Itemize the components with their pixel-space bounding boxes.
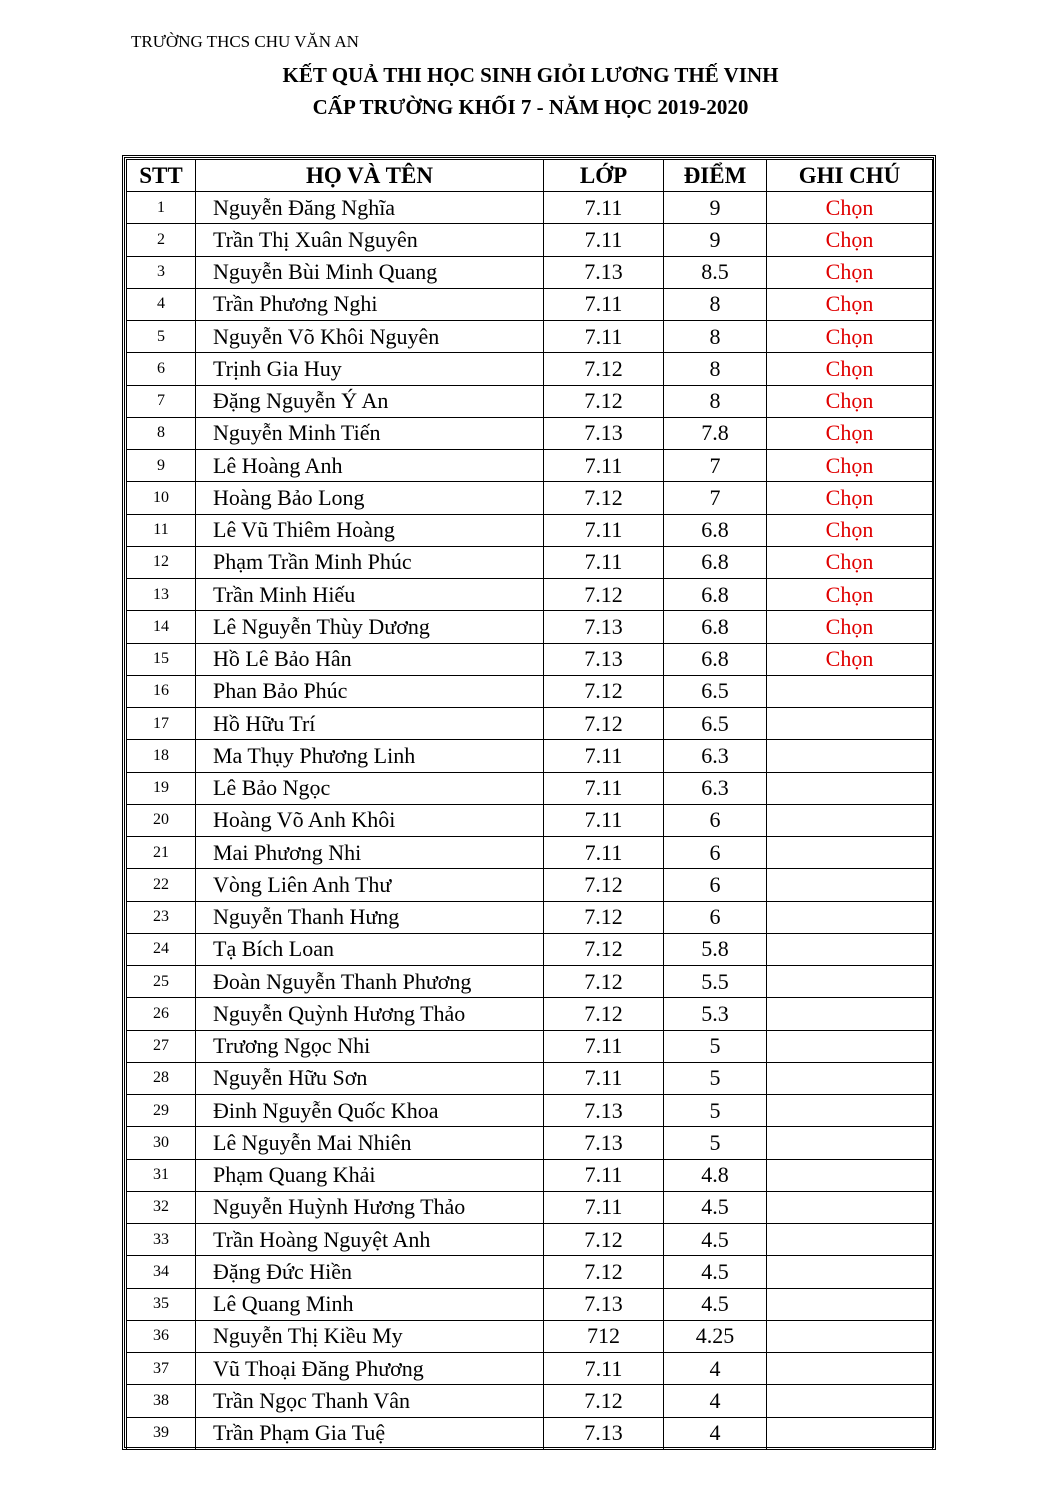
row-stt: 15 — [127, 643, 196, 675]
table-row — [127, 966, 933, 998]
row-name: Trịnh Gia Huy — [196, 353, 544, 385]
table-row — [127, 1385, 933, 1417]
row-stt: 20 — [127, 804, 196, 836]
row-name: Nguyễn Võ Khôi Nguyên — [196, 321, 544, 353]
school-name: TRƯỜNG THCS CHU VĂN AN — [131, 32, 359, 51]
row-name: Trần Minh Hiếu — [196, 579, 544, 611]
table-row — [127, 869, 933, 901]
row-score: 7 — [664, 450, 767, 482]
table-row — [127, 1288, 933, 1320]
row-note: Chọn — [767, 288, 933, 320]
row-stt: 13 — [127, 579, 196, 611]
header-name: HỌ VÀ TÊN — [196, 160, 544, 192]
row-score: 6 — [664, 804, 767, 836]
row-score: 6.5 — [664, 708, 767, 740]
row-class: 7.11 — [544, 450, 664, 482]
row-score: 4.5 — [664, 1191, 767, 1223]
table-row — [127, 675, 933, 707]
row-stt: 37 — [127, 1353, 196, 1385]
row-note — [767, 869, 933, 901]
table-row — [127, 579, 933, 611]
row-name: Phạm Trần Minh Phúc — [196, 546, 544, 578]
table-row — [127, 546, 933, 578]
row-stt: 17 — [127, 708, 196, 740]
table-row — [127, 1095, 933, 1127]
row-class: 7.11 — [544, 740, 664, 772]
row-stt: 12 — [127, 546, 196, 578]
row-class: 7.13 — [544, 1288, 664, 1320]
row-name: Trương Ngọc Nhi — [196, 1030, 544, 1062]
header-stt: STT — [127, 160, 196, 192]
table-row — [127, 1159, 933, 1191]
row-stt: 9 — [127, 450, 196, 482]
row-note: Chọn — [767, 450, 933, 482]
table-row — [127, 514, 933, 546]
row-name: Trần Hoàng Nguyệt Anh — [196, 1224, 544, 1256]
row-score: 4 — [664, 1417, 767, 1449]
row-score: 6.3 — [664, 772, 767, 804]
row-class: 7.11 — [544, 804, 664, 836]
row-stt: 25 — [127, 966, 196, 998]
row-stt: 22 — [127, 869, 196, 901]
row-score: 4 — [664, 1385, 767, 1417]
row-note: Chọn — [767, 643, 933, 675]
table-row — [127, 1127, 933, 1159]
row-score: 9 — [664, 192, 767, 224]
row-class: 7.11 — [544, 546, 664, 578]
row-stt: 10 — [127, 482, 196, 514]
row-score: 8 — [664, 385, 767, 417]
row-class: 7.12 — [544, 901, 664, 933]
row-class: 7.11 — [544, 1062, 664, 1094]
row-score: 6.5 — [664, 675, 767, 707]
row-score: 4.25 — [664, 1320, 767, 1352]
row-score: 7.8 — [664, 417, 767, 449]
row-stt: 38 — [127, 1385, 196, 1417]
row-name: Đặng Nguyễn Ý An — [196, 385, 544, 417]
table-row — [127, 1224, 933, 1256]
table-row — [127, 1353, 933, 1385]
row-name: Nguyễn Thị Kiều My — [196, 1320, 544, 1352]
row-stt: 29 — [127, 1095, 196, 1127]
row-stt: 18 — [127, 740, 196, 772]
row-name: Vũ Thoại Đăng Phương — [196, 1353, 544, 1385]
table-row — [127, 417, 933, 449]
row-name: Lê Bảo Ngọc — [196, 772, 544, 804]
row-note — [767, 708, 933, 740]
row-name: Lê Hoàng Anh — [196, 450, 544, 482]
row-stt: 24 — [127, 933, 196, 965]
row-stt: 7 — [127, 385, 196, 417]
row-stt: 21 — [127, 837, 196, 869]
row-note — [767, 1159, 933, 1191]
row-name: Trần Phương Nghi — [196, 288, 544, 320]
row-class: 7.12 — [544, 1256, 664, 1288]
row-stt: 35 — [127, 1288, 196, 1320]
row-name: Đặng Đức Hiền — [196, 1256, 544, 1288]
row-note — [767, 1030, 933, 1062]
row-name: Vòng Liên Anh Thư — [196, 869, 544, 901]
row-class: 7.11 — [544, 772, 664, 804]
row-note — [767, 837, 933, 869]
row-score: 6 — [664, 837, 767, 869]
row-score: 6.8 — [664, 579, 767, 611]
row-stt: 19 — [127, 772, 196, 804]
row-note — [767, 1127, 933, 1159]
table-row — [127, 353, 933, 385]
row-score: 5 — [664, 1095, 767, 1127]
row-score: 5.8 — [664, 933, 767, 965]
row-note: Chọn — [767, 256, 933, 288]
row-name: Nguyễn Quỳnh Hương Thảo — [196, 998, 544, 1030]
row-class: 7.13 — [544, 611, 664, 643]
row-score: 5 — [664, 1030, 767, 1062]
row-score: 8 — [664, 353, 767, 385]
row-class: 7.12 — [544, 579, 664, 611]
row-stt: 5 — [127, 321, 196, 353]
row-class: 7.13 — [544, 1127, 664, 1159]
row-note — [767, 1288, 933, 1320]
row-class: 7.11 — [544, 1353, 664, 1385]
row-name: Đoàn Nguyễn Thanh Phương — [196, 966, 544, 998]
row-note: Chọn — [767, 482, 933, 514]
row-name: Nguyễn Huỳnh Hương Thảo — [196, 1191, 544, 1223]
table-row — [127, 772, 933, 804]
row-stt: 4 — [127, 288, 196, 320]
row-stt: 26 — [127, 998, 196, 1030]
row-class: 7.13 — [544, 256, 664, 288]
table-row — [127, 804, 933, 836]
row-score: 6.3 — [664, 740, 767, 772]
row-score: 6 — [664, 901, 767, 933]
row-class: 7.12 — [544, 998, 664, 1030]
row-score: 6.8 — [664, 611, 767, 643]
table-row — [127, 1030, 933, 1062]
page-subtitle: CẤP TRƯỜNG KHỐI 7 - NĂM HỌC 2019-2020 — [312, 95, 749, 119]
row-class: 7.12 — [544, 869, 664, 901]
header-score: ĐIỂM — [664, 160, 767, 192]
table-row — [127, 933, 933, 965]
row-class: 7.11 — [544, 1191, 664, 1223]
table-row — [127, 482, 933, 514]
table-row — [127, 998, 933, 1030]
row-class: 712 — [544, 1320, 664, 1352]
row-note — [767, 933, 933, 965]
row-name: Đinh Nguyễn Quốc Khoa — [196, 1095, 544, 1127]
table-row — [127, 837, 933, 869]
table-row — [127, 1417, 933, 1449]
row-name: Lê Quang Minh — [196, 1288, 544, 1320]
row-name: Nguyễn Thanh Hưng — [196, 901, 544, 933]
row-stt: 16 — [127, 675, 196, 707]
row-score: 4.5 — [664, 1256, 767, 1288]
row-score: 5.5 — [664, 966, 767, 998]
row-name: Phạm Quang Khải — [196, 1159, 544, 1191]
row-score: 6.8 — [664, 643, 767, 675]
row-score: 9 — [664, 224, 767, 256]
row-stt: 28 — [127, 1062, 196, 1094]
row-stt: 30 — [127, 1127, 196, 1159]
row-name: Nguyễn Đăng Nghĩa — [196, 192, 544, 224]
table-row — [127, 385, 933, 417]
row-name: Hồ Lê Bảo Hân — [196, 643, 544, 675]
table-row — [127, 256, 933, 288]
row-stt: 27 — [127, 1030, 196, 1062]
row-class: 7.12 — [544, 353, 664, 385]
row-note: Chọn — [767, 353, 933, 385]
row-name: Ma Thụy Phương Linh — [196, 740, 544, 772]
row-score: 6 — [664, 869, 767, 901]
row-class: 7.11 — [544, 288, 664, 320]
row-stt: 2 — [127, 224, 196, 256]
table-header-row — [127, 160, 933, 192]
row-stt: 36 — [127, 1320, 196, 1352]
row-note — [767, 1062, 933, 1094]
row-stt: 23 — [127, 901, 196, 933]
row-name: Hồ Hữu Trí — [196, 708, 544, 740]
row-stt: 14 — [127, 611, 196, 643]
row-note: Chọn — [767, 611, 933, 643]
row-note — [767, 1191, 933, 1223]
row-class: 7.12 — [544, 708, 664, 740]
table-row — [127, 288, 933, 320]
row-note — [767, 1417, 933, 1449]
row-note — [767, 740, 933, 772]
row-note — [767, 1385, 933, 1417]
row-class: 7.12 — [544, 966, 664, 998]
table-row — [127, 321, 933, 353]
row-name: Nguyễn Minh Tiến — [196, 417, 544, 449]
row-stt: 39 — [127, 1417, 196, 1449]
row-score: 4.5 — [664, 1224, 767, 1256]
row-name: Hoàng Bảo Long — [196, 482, 544, 514]
row-name: Lê Nguyễn Mai Nhiên — [196, 1127, 544, 1159]
row-class: 7.13 — [544, 1417, 664, 1449]
row-note — [767, 804, 933, 836]
row-score: 5 — [664, 1062, 767, 1094]
row-stt: 3 — [127, 256, 196, 288]
table-row — [127, 450, 933, 482]
table-row — [127, 1191, 933, 1223]
row-note — [767, 772, 933, 804]
row-class: 7.11 — [544, 1030, 664, 1062]
row-note — [767, 1095, 933, 1127]
row-name: Phan Bảo Phúc — [196, 675, 544, 707]
table-row — [127, 708, 933, 740]
row-class: 7.12 — [544, 1224, 664, 1256]
row-note: Chọn — [767, 514, 933, 546]
row-score: 8 — [664, 288, 767, 320]
row-note: Chọn — [767, 546, 933, 578]
row-note — [767, 1353, 933, 1385]
table-row — [127, 1320, 933, 1352]
row-name: Hoàng Võ Anh Khôi — [196, 804, 544, 836]
row-class: 7.13 — [544, 1095, 664, 1127]
row-class: 7.11 — [544, 514, 664, 546]
row-class: 7.12 — [544, 675, 664, 707]
row-stt: 33 — [127, 1224, 196, 1256]
row-class: 7.11 — [544, 1159, 664, 1191]
table-row — [127, 1062, 933, 1094]
row-stt: 6 — [127, 353, 196, 385]
row-class: 7.13 — [544, 643, 664, 675]
row-note: Chọn — [767, 192, 933, 224]
row-score: 8.5 — [664, 256, 767, 288]
row-class: 7.11 — [544, 224, 664, 256]
row-note: Chọn — [767, 224, 933, 256]
row-class: 7.11 — [544, 837, 664, 869]
table-row — [127, 740, 933, 772]
row-stt: 1 — [127, 192, 196, 224]
table-row — [127, 643, 933, 675]
table-row — [127, 901, 933, 933]
row-name: Trần Phạm Gia Tuệ — [196, 1417, 544, 1449]
header-class: LỚP — [544, 160, 664, 192]
row-class: 7.13 — [544, 417, 664, 449]
row-stt: 31 — [127, 1159, 196, 1191]
row-score: 6.8 — [664, 546, 767, 578]
row-note: Chọn — [767, 417, 933, 449]
table-row — [127, 611, 933, 643]
row-class: 7.12 — [544, 385, 664, 417]
table-row — [127, 224, 933, 256]
table-row — [127, 1256, 933, 1288]
header-note: GHI CHÚ — [767, 160, 933, 192]
row-note: Chọn — [767, 579, 933, 611]
row-class: 7.11 — [544, 192, 664, 224]
row-note — [767, 1224, 933, 1256]
page-title: KẾT QUẢ THI HỌC SINH GIỎI LƯƠNG THẾ VINH — [282, 63, 779, 87]
row-note — [767, 998, 933, 1030]
row-score: 4.8 — [664, 1159, 767, 1191]
row-note — [767, 675, 933, 707]
row-name: Tạ Bích Loan — [196, 933, 544, 965]
row-stt: 8 — [127, 417, 196, 449]
row-score: 4 — [664, 1353, 767, 1385]
row-class: 7.12 — [544, 933, 664, 965]
table-row — [127, 192, 933, 224]
row-class: 7.12 — [544, 1385, 664, 1417]
row-note: Chọn — [767, 321, 933, 353]
row-class: 7.11 — [544, 321, 664, 353]
row-score: 5 — [664, 1127, 767, 1159]
row-class: 7.12 — [544, 482, 664, 514]
row-stt: 11 — [127, 514, 196, 546]
row-note — [767, 901, 933, 933]
row-stt: 32 — [127, 1191, 196, 1223]
row-score: 8 — [664, 321, 767, 353]
row-score: 7 — [664, 482, 767, 514]
row-note — [767, 1320, 933, 1352]
row-name: Trần Ngọc Thanh Vân — [196, 1385, 544, 1417]
row-stt: 34 — [127, 1256, 196, 1288]
row-name: Trần Thị Xuân Nguyên — [196, 224, 544, 256]
row-note — [767, 1256, 933, 1288]
row-name: Nguyễn Hữu Sơn — [196, 1062, 544, 1094]
row-score: 5.3 — [664, 998, 767, 1030]
row-note — [767, 966, 933, 998]
results-table — [126, 159, 933, 1450]
row-name: Lê Vũ Thiêm Hoàng — [196, 514, 544, 546]
row-score: 6.8 — [664, 514, 767, 546]
row-name: Nguyễn Bùi Minh Quang — [196, 256, 544, 288]
row-name: Mai Phương Nhi — [196, 837, 544, 869]
row-score: 4.5 — [664, 1288, 767, 1320]
row-note: Chọn — [767, 385, 933, 417]
row-name: Lê Nguyễn Thùy Dương — [196, 611, 544, 643]
